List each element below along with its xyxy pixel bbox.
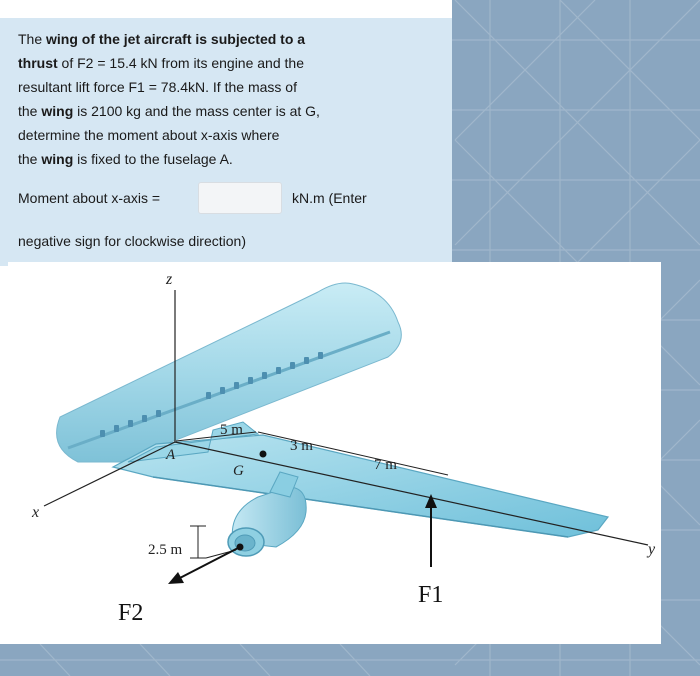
question-text-run: of F2 = 15.4 kN from its engine and the (57, 55, 304, 71)
f1-label: F1 (418, 582, 444, 608)
dimension-5m: 5 m (220, 422, 243, 438)
question-bold-run: wing (41, 151, 74, 167)
figure-panel (8, 262, 661, 644)
y-axis-label: y (648, 541, 656, 558)
point-g-label: G (233, 463, 244, 479)
question-text-run: the (18, 103, 42, 119)
dimension-2-5m: 2.5 m (148, 542, 183, 558)
question-line-3 (18, 75, 438, 99)
question-text-run: resultant lift force F1 = 78.4kN. If the mass of (18, 79, 297, 95)
f2-arrow-line (176, 547, 240, 580)
question-bold-run: wing (41, 103, 74, 119)
dimension-3m: 3 m (290, 438, 313, 454)
question-text (18, 27, 438, 171)
wing-diagram (8, 262, 661, 644)
answer-row (18, 178, 448, 218)
question-text-run: the (18, 151, 42, 167)
question-bold-run: thrust (18, 55, 58, 71)
question-text-run: The (18, 31, 47, 47)
answer-unit: kN.m (Enter (292, 190, 367, 206)
question-bold-run: wing of the jet aircraft is subjected to a (46, 31, 306, 47)
question-text-run: is 2100 kg and the mass center is at G, (73, 103, 320, 119)
x-axis-label: x (32, 504, 40, 521)
answer-note: negative sign for clockwise direction) (18, 233, 246, 249)
point-a-label: A (166, 447, 176, 463)
mass-center-marker (260, 451, 267, 458)
z-axis-label: z (166, 271, 173, 288)
dimension-7m: 7 m (374, 457, 397, 473)
question-text-run: is fixed to the fuselage A. (73, 151, 233, 167)
question-line-4 (18, 99, 438, 123)
question-line-1 (18, 27, 438, 51)
moment-answer-input[interactable] (198, 182, 282, 214)
question-text-run: determine the moment about x-axis where (18, 127, 280, 143)
f2-label: F2 (118, 600, 144, 626)
question-line-5 (18, 123, 438, 147)
answer-label: Moment about x-axis = (18, 190, 161, 206)
question-line-6 (18, 147, 438, 171)
question-line-2 (18, 51, 438, 75)
